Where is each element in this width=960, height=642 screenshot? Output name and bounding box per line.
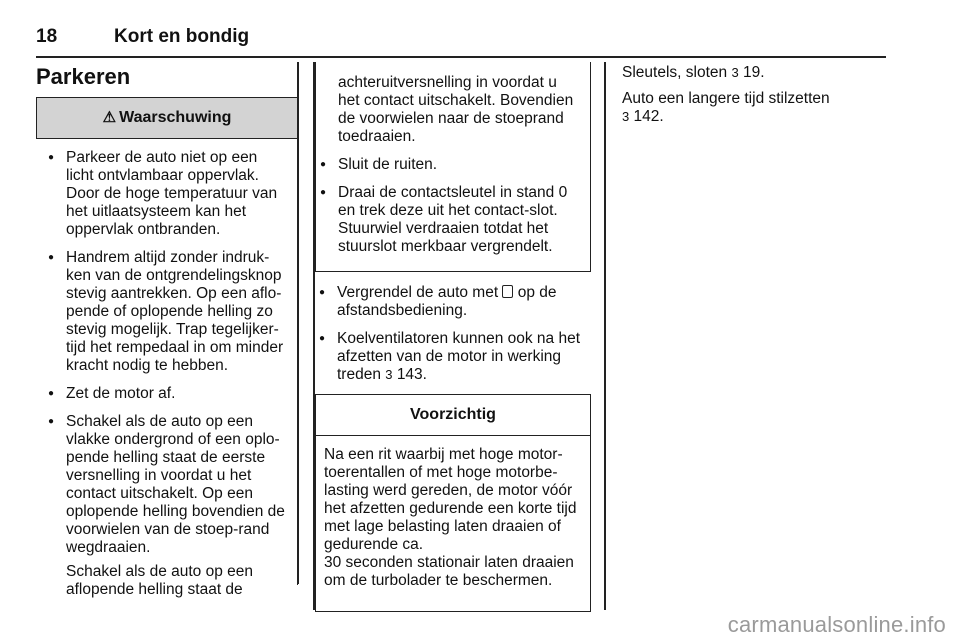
column-middle: [315, 62, 591, 612]
warning-box-body: [36, 139, 297, 599]
watermark: carmanualsonline.info: [727, 612, 946, 637]
warning-box-header: [36, 98, 297, 139]
lock-icon: [502, 285, 513, 298]
list-item: ● Handrem altijd zonder indruk-ken van de ontgrendelingsknop stevig aantrekken. Op een aflo-pende of oplopende helling zo stevig mogelijk. Trap tegelijker-tijd het rempedaal in om minder kracht nodig te hebben.: [44, 249, 289, 375]
ref-text: Sleutels, sloten: [622, 64, 732, 81]
cross-reference: [622, 90, 892, 126]
warning-list: [44, 149, 289, 557]
column-right: [622, 64, 892, 126]
page-ref[interactable]: 142.: [633, 108, 664, 125]
column-left: [36, 97, 298, 598]
page-header: [36, 26, 886, 58]
section-title: Parkeren: [36, 64, 131, 89]
list-item: [315, 330, 591, 384]
warning-cont-list: [316, 156, 582, 256]
page-ref-arrow-icon: 3: [385, 367, 393, 382]
warning-continuation: Schakel als de auto op een aflopende helling staat de: [66, 563, 253, 598]
page-ref[interactable]: 19.: [742, 64, 765, 81]
page-ref[interactable]: 143.: [396, 366, 427, 383]
caution-box: [315, 394, 591, 612]
caution-text: 30 seconden stationair laten draaien om de turbolader te beschermen.: [324, 554, 574, 589]
warning-cont-text: achteruitversnelling in voordat u het contact uitschakelt. Bovendien de voorwielen naar de stoeprand toedraaien.: [338, 74, 574, 145]
warning-box-title: Waarschuwing: [119, 109, 232, 126]
item-text: Vergrendel de auto met: [337, 284, 503, 301]
page-number: 18: [36, 26, 58, 47]
list-item: ● Zet de motor af.: [44, 385, 289, 403]
column-divider-3: [604, 62, 606, 610]
caution-box-title: Voorzichtig: [316, 395, 590, 436]
list-item-text: Schakel als de auto op een vlakke ondergrond of een oplo-pende helling staat de eerste versnelling in voordat u het contact uitschakelt. Op een oplopende helling bovendien de voorwielen van de stoep-rand wegdraaien.: [66, 413, 285, 556]
item-text: op de afstandsbediening.: [337, 284, 557, 319]
warning-triangle-icon: ⚠: [102, 109, 117, 126]
list-item: [315, 284, 591, 320]
chapter-title: Kort en bondig: [114, 26, 250, 47]
warning-box-continued: [315, 62, 591, 272]
list-item: ● Parkeer de auto niet op een licht ontvlambaar oppervlak. Door de hoge temperatuur van het uitlaatsysteem kan het oppervlak ontbranden.: [44, 149, 289, 239]
list-item: ● Draai de contactsleutel in stand 0 en trek deze uit het contact-slot. Stuurwiel verdraaien totdat het stuurslot merkbaar vergrendelt.: [316, 184, 582, 256]
caution-text: Na een rit waarbij met hoge motor-toerentallen of met hoge motorbe-lasting werd gereden, de motor vóór het afzetten gedurende een korte tijd met lage belasting laten draaien of gedurende ca.: [324, 446, 577, 553]
ref-text: Auto een langere tijd stilzetten: [622, 90, 830, 107]
page-ref-arrow-icon: 3: [731, 65, 739, 80]
list-item: [44, 413, 289, 557]
caution-box-body: [316, 436, 590, 590]
warning-box: [36, 97, 298, 598]
page-ref-arrow-icon: 3: [622, 109, 630, 124]
cross-reference: [622, 64, 892, 82]
list-item: ● Sluit de ruiten.: [316, 156, 582, 174]
item-text: Koelventilatoren kunnen ook na het afzetten van de motor in werking treden: [337, 330, 581, 383]
instruction-list: [315, 284, 591, 384]
